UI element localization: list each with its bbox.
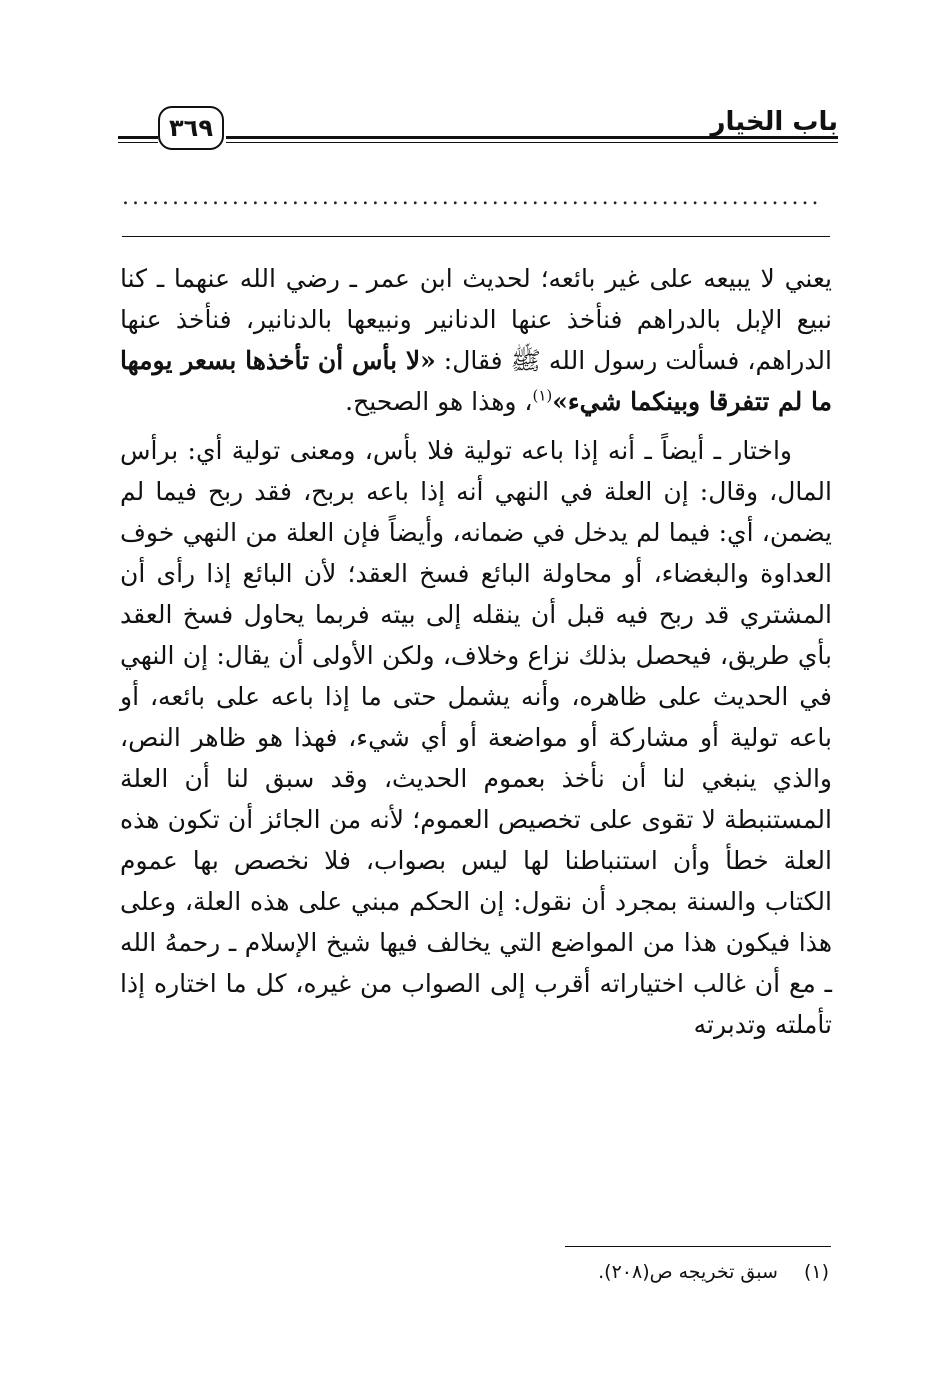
footnote [409,1258,829,1286]
page-header [118,104,838,154]
running-title: باب الخيار [710,107,838,137]
header-rule [118,142,158,143]
footnote-rule [565,1246,831,1247]
page-number: ٣٦٩ [158,106,224,150]
separator-rule [122,236,830,237]
paragraph-2: واختار ـ أيضاً ـ أنه إذا باعه تولية فلا بأس، ومعنى تولية أي: برأس المال، وقال: إن العلة في النهي أنه إذا باعه بربح، فقد ربح فيما لم يضمن، أي: فيما لم يدخل في ضمانه، وأيضاً فإن العلة من النهي خوف العداوة والبغضاء، أو محاولة البائع فسخ العقد؛ لأن البائع إذا رأى أن المشتري قد ربح فيه قبل أن ينقله إلى بيته فربما يحاول فسخ العقد بأي طريق، فيحصل بذلك نزاع وخلاف، ولكن الأولى أن يقال: إن النهي في الحديث على ظاهره، وأنه يشمل حتى ما إذا باعه على بائعه، أو باعه تولية أو مشاركة أو مواضعة أو أي شيء، فهذا هو ظاهر النص، والذي ينبغي لنا أن نأخذ بعموم الحديث، وقد سبق لنا أن العلة المستنبطة لا تقوى على تخصيص العموم؛ لأنه من الجائز أن تكون هذه العلة خطأ وأن استنباطنا لها ليس بصواب، فلا نخصص بها عموم الكتاب والسنة بمجرد أن نقول: إن الحكم مبني على هذه العلة، وعلى هذا فيكون هذا من المواضع التي يخالف فيها شيخ الإسلام ـ رحمهُ الله ـ مع أن غالب اختياراته أقرب إلى الصواب من غيره، كل ما اختاره إذا تأملته وتدبرته [120,436,832,1039]
footnote-number: (١) [803,1261,829,1283]
paragraph-1 [120,258,832,422]
main-text [120,258,832,1045]
hadith-quote: «لا بأس أن تأخذها بسعر يومها ما لم تتفرقا وبينكما شيء» [120,346,832,416]
header-rule [118,136,158,139]
paragraph-1-ending: ، وهذا هو الصحيح. [345,387,533,416]
dotted-separator: ...................................................................... [122,186,822,210]
header-rule [226,142,838,143]
footnote-text: سبق تخريجه ص(٢٠٨). [598,1261,778,1283]
paragraph-1-text: يعني لا يبيعه على غير بائعه؛ لحديث ابن عمر ـ رضي الله عنهما ـ كنا نبيع الإبل بالدراهم فنأخذ عنها الدنانير ونبيعها بالدنانير، فنأخذ عنها الدراهم، فسألت رسول الله ﷺ فقال: [120,264,832,375]
footnote-reference: (١) [532,386,553,405]
